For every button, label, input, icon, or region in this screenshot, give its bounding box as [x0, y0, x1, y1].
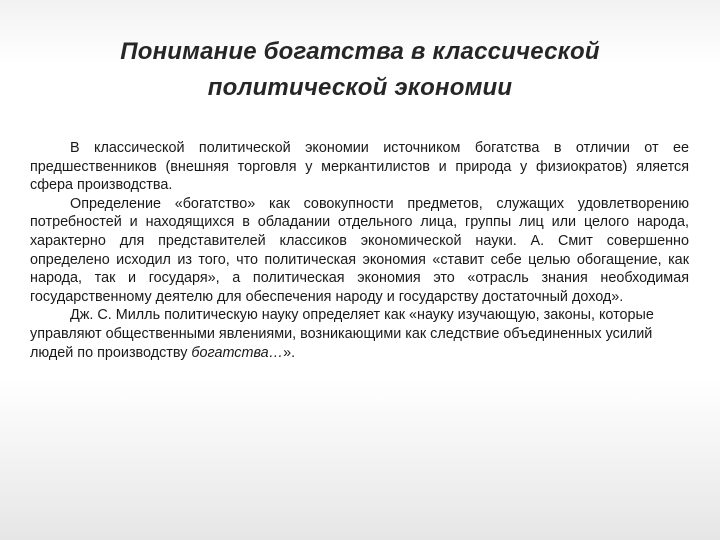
- title-line-2: политической экономии: [207, 74, 513, 101]
- slide-title: [40, 34, 680, 106]
- paragraph-2: Определение «богатство» как совокупности предметов, служащих удовлетворению потребностей и находящихся в обладании отдельного лица, группы лиц или целого народа, характерно для представителей классиков экономической науки. А. Смит совершенно определено исходил из того, что политическая экономия «ставит себе целью обогащение, как народа, так и государя», а политическая экономия это «отрасль знания необходимая государственному деятелю для обеспечения народу и государству достаточный доход».: [30, 195, 689, 305]
- title-line-1: Понимание богатства в классической: [120, 38, 600, 65]
- paragraph-1: В классической политической экономии источником богатства в отличии от ее предшественников (внешняя торговля у меркантилистов и природа у физиократов) яляется сфера производства.: [30, 140, 689, 194]
- paragraph-3-end: ».: [283, 344, 296, 361]
- paragraph-3-text: Дж. С. Милль политическую науку определяет как «науку изучающую, законы, которые управляют общественными явлениями, возникающими как следствие объединенных усилий людей по производству: [30, 307, 654, 361]
- slide-body: [30, 139, 689, 362]
- paragraph-3: [30, 306, 689, 362]
- paragraph-3-italic: богатства…: [191, 344, 284, 361]
